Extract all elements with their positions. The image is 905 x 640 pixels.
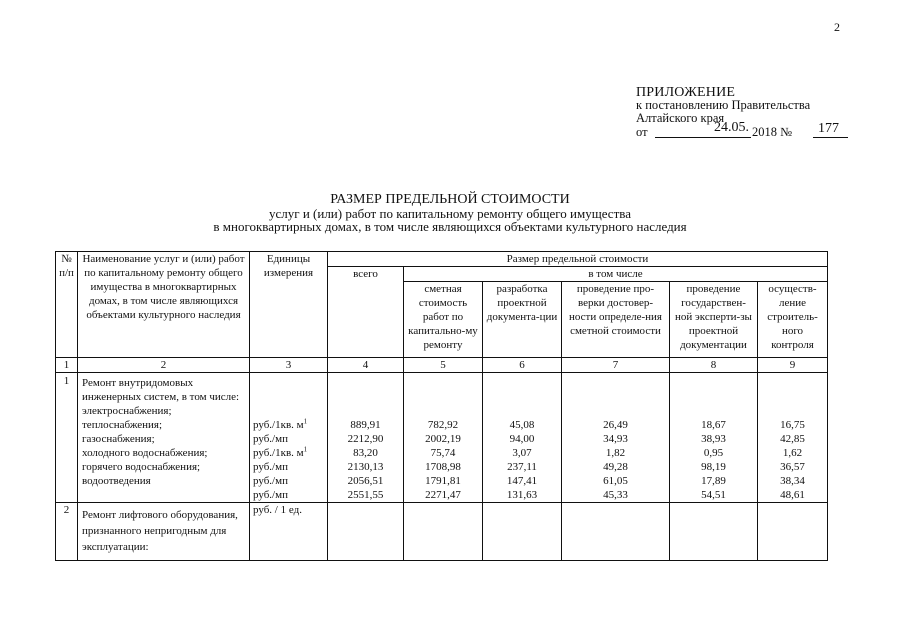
appendix-line-1: к постановлению Правительства — [636, 98, 811, 112]
value-c5: 75,74 — [430, 447, 456, 459]
section-1-col-5 — [404, 373, 483, 503]
header-total: всего — [328, 267, 404, 358]
section-2-col-9 — [758, 503, 828, 561]
value-c6: 147,41 — [506, 475, 538, 487]
appendix-date-line — [636, 120, 866, 141]
col-num-1: 1 — [56, 358, 78, 373]
item-unit: руб./мп — [253, 475, 288, 487]
value-c8: 98,19 — [701, 461, 726, 473]
value-c9: 1,62 — [782, 447, 803, 459]
section-2-col-5 — [404, 503, 483, 561]
value-c9: 16,75 — [780, 419, 805, 431]
col-num-6: 6 — [483, 358, 562, 373]
section-1-names — [78, 373, 250, 503]
appendix-number: 177 — [818, 121, 839, 136]
col-num-7: 7 — [562, 358, 670, 373]
header-name: Наименование услуг и (или) работ по капитальному ремонту общего имущества в многоквартирных домах, в том числе являющихся объектами культурного наследия — [78, 252, 250, 358]
heading-title: РАЗМЕР ПРЕДЕЛЬНОЙ СТОИМОСТИ — [330, 192, 570, 207]
value-c8: 0,95 — [703, 447, 724, 459]
value-c7: 45,33 — [603, 489, 628, 501]
section-2-unit: руб. / 1 ед. — [250, 503, 328, 561]
col-num-5: 5 — [404, 358, 483, 373]
header-including: в том числе — [404, 267, 828, 282]
section-2-col-6 — [483, 503, 562, 561]
column-number-row — [56, 358, 828, 373]
col-num-8: 8 — [670, 358, 758, 373]
header-col-9: осуществ-ление строитель-ного контроля — [758, 282, 828, 358]
col-num-2: 2 — [78, 358, 250, 373]
heading-subtitle-2: в многоквартирных домах, в том числе являющихся объектами культурного наследия — [213, 219, 687, 234]
cost-table — [55, 251, 828, 561]
section-1-col-6 — [483, 373, 562, 503]
item-name: горячего водоснабжения; — [82, 461, 201, 473]
col-num-4: 4 — [328, 358, 404, 373]
appendix-year-no: 2018 № — [752, 125, 793, 139]
section-2-col-8 — [670, 503, 758, 561]
section-2-col-4 — [328, 503, 404, 561]
value-c6: 3,07 — [512, 447, 532, 459]
appendix-from: от — [636, 125, 648, 139]
value-c5: 782,92 — [427, 419, 459, 431]
value-c7: 1,82 — [605, 447, 626, 459]
section-1-units — [250, 373, 328, 503]
item-unit-sup: 1 — [303, 417, 308, 426]
value-c4: 889,91 — [350, 419, 381, 431]
section-1-col-9 — [758, 373, 828, 503]
header-col-8: проведение государствен-ной эксперти-зы проектной документации — [670, 282, 758, 358]
col-num-3: 3 — [250, 358, 328, 373]
value-c9: 38,34 — [780, 475, 805, 487]
col-num-9: 9 — [758, 358, 828, 373]
item-unit: руб./мп — [253, 489, 288, 501]
item-name: водоотведения — [82, 475, 151, 487]
item-unit: руб./1кв. м — [253, 419, 304, 431]
value-c8: 38,93 — [701, 433, 726, 445]
section-1-col-7 — [562, 373, 670, 503]
appendix-date: 24.05. — [714, 120, 749, 135]
item-unit-sup: 1 — [303, 445, 308, 454]
number-underline — [813, 137, 848, 138]
value-c4: 2551,55 — [347, 489, 384, 501]
value-c6: 94,00 — [509, 433, 535, 445]
value-c7: 61,05 — [603, 475, 628, 487]
value-c9: 36,57 — [780, 461, 805, 473]
section-1-row — [56, 373, 828, 503]
appendix-title: ПРИЛОЖЕНИЕ — [636, 85, 736, 100]
value-c6: 131,63 — [506, 489, 538, 501]
header-unit: Единицы измерения — [250, 252, 328, 358]
section-2-title: Ремонт лифтового оборудования, признанного непригодным для эксплуатации: — [78, 503, 250, 561]
section-1-number: 1 — [56, 373, 78, 503]
value-c7: 26,49 — [603, 419, 628, 431]
value-c6: 45,08 — [509, 419, 535, 431]
item-name: холодного водоснабжения; — [82, 447, 208, 459]
value-c5: 2002,19 — [425, 433, 461, 445]
page-number: 2 — [834, 20, 840, 34]
header-col-5: сметная стоимость работ по капитально-му ремонту — [404, 282, 483, 358]
value-c8: 18,67 — [701, 419, 726, 431]
item-unit: руб./1кв. м — [253, 447, 304, 459]
section-1-title: Ремонт внутридомовых инженерных систем, в том числе: — [82, 377, 240, 403]
value-c7: 49,28 — [603, 461, 628, 473]
value-c4: 2212,90 — [347, 433, 384, 445]
header-no: № п/п — [56, 252, 78, 358]
value-c5: 2271,47 — [425, 489, 461, 501]
value-c8: 54,51 — [701, 489, 726, 501]
value-c4: 2130,13 — [347, 461, 384, 473]
item-unit: руб./мп — [253, 433, 288, 445]
value-c4: 2056,51 — [347, 475, 384, 487]
item-name: электроснабжения; — [82, 405, 172, 417]
date-underline — [655, 137, 751, 138]
value-c4: 83,20 — [353, 447, 378, 459]
appendix-block — [636, 86, 866, 141]
header-col-6: разработка проектной документа-ции — [483, 282, 562, 358]
item-unit: руб./мп — [253, 461, 288, 473]
section-1-col-4 — [328, 373, 404, 503]
value-c9: 42,85 — [780, 433, 805, 445]
value-c5: 1791,81 — [425, 475, 461, 487]
section-2-col-7 — [562, 503, 670, 561]
section-2-number: 2 — [56, 503, 78, 561]
section-1-col-8 — [670, 373, 758, 503]
value-c6: 237,11 — [507, 461, 537, 473]
header-col-7: проведение про-верки достовер-ности определе-ния сметной стоимости — [562, 282, 670, 358]
section-2-row — [56, 503, 828, 561]
heading-subtitle-1: услуг и (или) работ по капитальному ремонту общего имущества — [268, 206, 631, 221]
value-c8: 17,89 — [701, 475, 726, 487]
item-name: газоснабжения; — [82, 433, 155, 445]
appendix-line-2: Алтайского края — [636, 111, 725, 125]
header-size: Размер предельной стоимости — [328, 252, 828, 267]
value-c5: 1708,98 — [425, 461, 461, 473]
value-c7: 34,93 — [603, 433, 628, 445]
item-name: теплоснабжения; — [82, 419, 163, 431]
value-c9: 48,61 — [780, 489, 805, 501]
